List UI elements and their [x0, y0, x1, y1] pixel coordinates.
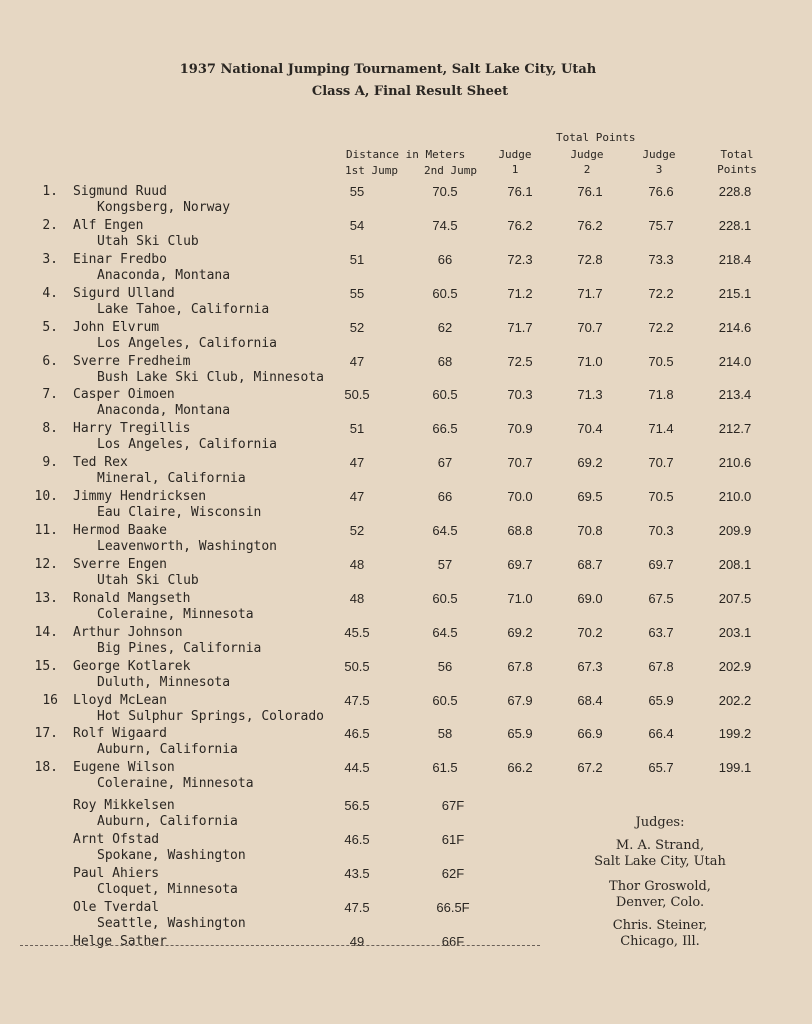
jumper-name: Sverre Fredheim	[73, 353, 191, 369]
jump2-cell: 66	[437, 251, 453, 267]
jumper-name: Ronald Mangseth	[73, 590, 191, 606]
jumper-name: Roy Mikkelsen	[73, 798, 175, 813]
judge3-score: 70.5	[648, 353, 674, 369]
judge-name: Chris. Steiner,	[612, 918, 708, 933]
jump1-cell: 48	[349, 590, 365, 606]
jump1-cell: 43.5	[344, 865, 370, 881]
jump2-cell: 67F	[441, 798, 465, 813]
jumper-name: Sigmund Ruud	[73, 184, 167, 199]
jump2-cell: 67	[437, 455, 453, 471]
judge-block-3	[560, 918, 760, 950]
total-points-cell: 215.1	[718, 285, 752, 301]
result-row	[0, 320, 812, 354]
place-number: 4.	[42, 285, 58, 301]
jumper-name: Einar Fredbo	[73, 251, 167, 267]
jump2-cell: 68	[437, 353, 453, 369]
judge-name: M. A. Strand,	[615, 838, 705, 853]
place-number: 17.	[34, 726, 58, 742]
judge2-score: 67.2	[577, 760, 603, 776]
judge1-score: 68.8	[507, 523, 533, 538]
jumper-name: Ted Rex	[73, 455, 128, 471]
jumper-location: Spokane, Washington	[97, 847, 246, 863]
judge1-header-number: 1	[511, 163, 519, 176]
jump1-cell: 45.5	[344, 624, 370, 640]
result-row	[0, 218, 812, 252]
judge-block-1	[560, 838, 760, 870]
jumper-name: Casper Oimoen	[73, 387, 175, 403]
place-number: 18.	[34, 760, 58, 776]
bottom-rule	[20, 945, 540, 946]
judge3-score: 73.3	[648, 251, 674, 267]
jumper-name: Helge Sather	[73, 933, 167, 949]
total-points-cell: 202.2	[718, 692, 752, 708]
result-row	[0, 286, 812, 320]
jump2-cell: 56	[437, 658, 453, 674]
place-number: 8.	[42, 421, 58, 437]
judge2-score: 70.2	[577, 624, 603, 640]
place-number: 13.	[34, 590, 58, 606]
jump2-cell: 66	[437, 489, 453, 505]
jump1-cell: 52	[349, 523, 365, 538]
jump1-cell: 44.5	[344, 760, 370, 776]
judge3-score: 69.7	[648, 556, 674, 572]
result-row	[0, 591, 812, 625]
jumper-location: Coleraine, Minnesota	[97, 606, 254, 622]
judge1-score: 72.3	[507, 251, 533, 267]
jumper-name: Arthur Johnson	[73, 624, 183, 640]
jumper-name: George Kotlarek	[73, 658, 191, 674]
jump1-cell: 47	[349, 353, 365, 369]
judge2-score: 68.7	[577, 556, 603, 572]
judge3-score: 72.2	[648, 319, 674, 335]
jump1-cell: 47.5	[344, 899, 370, 915]
jump2-header: 2nd Jump	[424, 164, 477, 177]
jump2-cell: 61F	[441, 831, 465, 847]
jump2-cell: 66.5	[432, 421, 458, 437]
jumper-name: Paul Ahiers	[73, 865, 160, 881]
jumper-location: Cloquet, Minnesota	[97, 881, 238, 897]
judge3-score: 70.3	[648, 523, 674, 538]
total-points-cell: 228.1	[718, 217, 752, 233]
jump2-cell: 60.5	[432, 285, 458, 301]
jump2-cell: 66F	[441, 933, 465, 949]
judge1-score: 71.0	[507, 590, 533, 606]
jump1-cell: 48	[349, 556, 365, 572]
place-number: 9.	[42, 455, 58, 471]
judge2-score: 69.2	[577, 455, 603, 471]
place-number: 15.	[34, 658, 58, 674]
judge2-score: 69.5	[577, 489, 603, 505]
judge3-score: 75.7	[648, 217, 674, 233]
total-points-cell: 210.0	[718, 489, 752, 505]
judge1-score: 65.9	[507, 726, 533, 742]
judge2-score: 71.0	[577, 353, 603, 369]
place-number: 16	[42, 692, 58, 708]
result-row	[0, 659, 812, 693]
jumper-location: Lake Tahoe, California	[97, 301, 270, 317]
total-header	[713, 147, 761, 177]
judge3-score: 67.5	[648, 590, 674, 606]
place-number: 10.	[34, 489, 58, 505]
judge1-score: 67.9	[507, 692, 533, 708]
jumper-location: Leavenworth, Washington	[97, 539, 278, 554]
jumper-name: Rolf Wigaard	[73, 726, 167, 742]
judge2-score: 71.3	[577, 387, 603, 403]
judge3-score: 70.7	[648, 455, 674, 471]
jump2-cell: 60.5	[432, 692, 458, 708]
place-number: 2.	[42, 217, 58, 233]
judge3-score: 71.4	[648, 421, 674, 437]
jumper-location: Mineral, California	[97, 471, 246, 487]
jumper-location: Utah Ski Club	[97, 233, 199, 249]
result-row	[0, 726, 812, 760]
judge1-score: 70.3	[507, 387, 533, 403]
judge1-header	[497, 147, 533, 177]
jumper-location: Duluth, Minnesota	[97, 674, 231, 690]
jump1-cell: 47	[349, 489, 365, 505]
judge3-header-number: 3	[655, 163, 663, 176]
judge1-score: 69.2	[507, 624, 533, 640]
judge-place: Salt Lake City, Utah	[594, 854, 726, 869]
total-points-cell: 218.4	[718, 251, 752, 267]
jumper-name: Eugene Wilson	[73, 760, 175, 776]
jump1-cell: 55	[349, 184, 365, 199]
judge2-score: 76.1	[577, 184, 603, 199]
jump2-cell: 60.5	[432, 387, 458, 403]
judge3-header	[641, 147, 677, 177]
place-number: 11.	[34, 523, 58, 538]
judge3-header-label: Judge	[642, 148, 676, 161]
judge3-score: 71.8	[648, 387, 674, 403]
result-row	[0, 625, 812, 659]
result-row	[0, 760, 812, 794]
total-points-cell: 210.6	[718, 455, 752, 471]
jump1-cell: 50.5	[344, 387, 370, 403]
jumper-name: Ole Tverdal	[73, 899, 160, 915]
place-number: 6.	[42, 353, 58, 369]
total-points-cell: 199.1	[718, 760, 752, 776]
jump1-cell: 47	[349, 455, 365, 471]
total-points-cell: 202.9	[718, 658, 752, 674]
jump2-cell: 74.5	[432, 217, 458, 233]
judge-place: Denver, Colo.	[615, 895, 705, 910]
judges-heading: Judges:	[635, 815, 685, 830]
place-number: 7.	[42, 387, 58, 403]
page-subtitle: Class A, Final Result Sheet	[311, 84, 509, 99]
jumper-location: Auburn, California	[97, 742, 238, 758]
jump2-cell: 62	[437, 319, 453, 335]
jump1-cell: 47.5	[344, 692, 370, 708]
judge1-score: 76.2	[507, 217, 533, 233]
jump1-cell: 52	[349, 319, 365, 335]
place-number: 12.	[34, 556, 58, 572]
judge2-header-label: Judge	[570, 148, 604, 161]
jump2-cell: 64.5	[432, 624, 458, 640]
result-row	[0, 387, 812, 421]
judge1-header-label: Judge	[498, 148, 532, 161]
total-points-cell: 209.9	[718, 523, 752, 538]
jumper-location: Bush Lake Ski Club, Minnesota	[97, 369, 324, 385]
total-points-cell: 212.7	[718, 421, 752, 437]
judge2-score: 71.7	[577, 285, 603, 301]
jump2-cell: 61.5	[432, 760, 458, 776]
jump2-cell: 64.5	[432, 523, 458, 538]
judge-place: Chicago, Ill.	[620, 934, 700, 949]
result-row	[0, 455, 812, 489]
judge1-score: 66.2	[507, 760, 533, 776]
jump2-cell: 62F	[441, 865, 465, 881]
total-points-cell: 199.2	[718, 726, 752, 742]
result-row	[0, 489, 812, 523]
jumper-location: Los Angeles, California	[97, 335, 278, 351]
total-header-label: Total	[720, 148, 754, 161]
result-row	[0, 252, 812, 286]
total-points-cell: 214.6	[718, 319, 752, 335]
judge3-score: 66.4	[648, 726, 674, 742]
jump2-cell: 66.5F	[436, 899, 470, 915]
judge-name: Thor Groswold,	[609, 879, 711, 894]
result-row	[0, 523, 812, 557]
judge1-score: 76.1	[507, 184, 533, 199]
jump1-cell: 54	[349, 217, 365, 233]
jump1-cell: 46.5	[344, 831, 370, 847]
judge3-score: 65.7	[648, 760, 674, 776]
jumper-location: Eau Claire, Wisconsin	[97, 505, 262, 521]
jumper-location: Auburn, California	[97, 814, 238, 829]
total-header-sublabel: Points	[717, 163, 757, 176]
judge1-score: 70.9	[507, 421, 533, 437]
judge2-score: 76.2	[577, 217, 603, 233]
jump1-cell: 56.5	[344, 798, 370, 813]
judge3-score: 65.9	[648, 692, 674, 708]
judge1-score: 71.2	[507, 285, 533, 301]
judge3-score: 70.5	[648, 489, 674, 505]
judge2-score: 72.8	[577, 251, 603, 267]
jumper-location: Anaconda, Montana	[97, 267, 231, 283]
total-points-cell: 228.8	[718, 184, 752, 199]
judge2-score: 68.4	[577, 692, 603, 708]
jumper-name: Lloyd McLean	[73, 692, 167, 708]
total-points-cell: 207.5	[718, 590, 752, 606]
judge2-score: 69.0	[577, 590, 603, 606]
total-points-cell: 203.1	[718, 624, 752, 640]
result-row	[0, 557, 812, 591]
judge3-score: 76.6	[648, 184, 674, 199]
distance-header: Distance in Meters	[346, 148, 466, 161]
jump1-header: 1st Jump	[345, 164, 398, 177]
jumper-name: Jimmy Hendricksen	[73, 489, 207, 505]
judge2-score: 70.8	[577, 523, 603, 538]
result-row	[0, 421, 812, 455]
jumper-name: Harry Tregillis	[73, 421, 191, 437]
judge2-header-number: 2	[583, 163, 591, 176]
total-points-cell: 208.1	[718, 556, 752, 572]
judge-block-2	[560, 879, 760, 911]
jump2-cell: 60.5	[432, 590, 458, 606]
jumper-name: Alf Engen	[73, 217, 144, 233]
page-title: 1937 National Jumping Tournament, Salt Lake City, Utah	[179, 62, 597, 77]
judge2-header	[569, 147, 605, 177]
jump1-cell: 51	[349, 421, 365, 437]
result-row	[0, 184, 812, 218]
total-points-cell: 214.0	[718, 353, 752, 369]
jump1-cell: 49	[349, 933, 365, 949]
jump1-cell: 55	[349, 285, 365, 301]
result-row	[0, 693, 812, 727]
jump2-cell: 70.5	[432, 184, 458, 199]
judge1-score: 67.8	[507, 658, 533, 674]
judge2-score: 66.9	[577, 726, 603, 742]
judge1-score: 70.7	[507, 455, 533, 471]
place-number: 5.	[42, 319, 58, 335]
jumper-location: Hot Sulphur Springs, Colorado	[97, 708, 324, 724]
result-row	[0, 354, 812, 388]
jumper-location: Coleraine, Minnesota	[97, 776, 254, 792]
jumper-location: Anaconda, Montana	[97, 403, 231, 419]
jumper-location: Los Angeles, California	[97, 437, 278, 453]
judge2-score: 70.7	[577, 319, 603, 335]
jumper-location: Seattle, Washington	[97, 915, 246, 931]
jumper-name: Sigurd Ulland	[73, 285, 175, 301]
jumper-name: Sverre Engen	[73, 556, 167, 572]
jumper-location: Utah Ski Club	[97, 572, 199, 588]
judge1-score: 70.0	[507, 489, 533, 505]
jumper-name: Hermod Baake	[73, 523, 167, 538]
jump1-cell: 50.5	[344, 658, 370, 674]
jumper-location: Big Pines, California	[97, 640, 262, 656]
judge3-score: 63.7	[648, 624, 674, 640]
judge2-score: 70.4	[577, 421, 603, 437]
place-number: 1.	[42, 184, 58, 199]
jump2-cell: 57	[437, 556, 453, 572]
total-points-group-header: Total Points	[556, 131, 636, 144]
judge1-score: 71.7	[507, 319, 533, 335]
jumper-name: Arnt Ofstad	[73, 831, 160, 847]
judge3-score: 72.2	[648, 285, 674, 301]
total-points-cell: 213.4	[718, 387, 752, 403]
jumper-name: John Elvrum	[73, 319, 160, 335]
jump2-cell: 58	[437, 726, 453, 742]
judge1-score: 72.5	[507, 353, 533, 369]
judge2-score: 67.3	[577, 658, 603, 674]
judge3-score: 67.8	[648, 658, 674, 674]
jumper-location: Kongsberg, Norway	[97, 200, 231, 215]
place-number: 14.	[34, 624, 58, 640]
jump1-cell: 46.5	[344, 726, 370, 742]
place-number: 3.	[42, 251, 58, 267]
judge1-score: 69.7	[507, 556, 533, 572]
jump1-cell: 51	[349, 251, 365, 267]
